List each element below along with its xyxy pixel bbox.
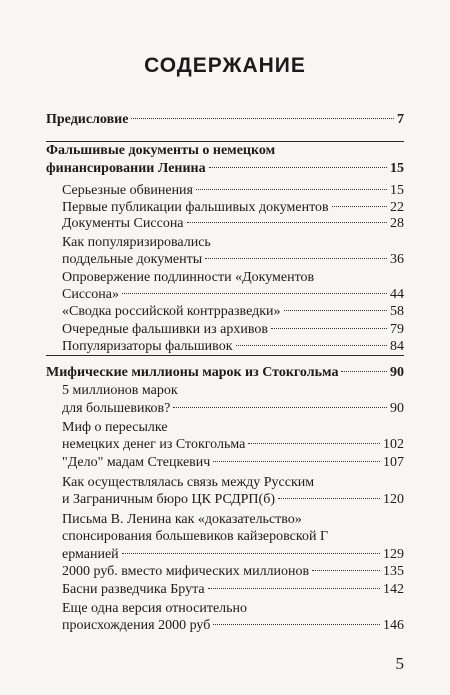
page-title: СОДЕРЖАНИЕ xyxy=(144,54,306,77)
dot-leader xyxy=(236,345,388,346)
toc-entry-page: 102 xyxy=(383,437,404,452)
dot-leader xyxy=(196,189,387,190)
dot-leader xyxy=(131,118,394,119)
toc-entry xyxy=(62,286,404,303)
dot-leader xyxy=(213,461,380,462)
toc-entry-title: Басни разведчика Брута xyxy=(62,582,205,597)
toc-entry-title: поддельные документы xyxy=(62,252,203,267)
toc-entry-title: для большевиков? xyxy=(62,401,171,416)
toc-entry-title: «Сводка российской контрразведки» xyxy=(62,304,281,319)
toc-entry-page: 142 xyxy=(383,582,404,597)
toc-entry-title: Очередные фальшивки из архивов xyxy=(62,322,268,337)
toc-section-entry xyxy=(46,142,404,159)
dot-leader xyxy=(122,293,387,294)
toc-entry xyxy=(62,600,404,617)
toc-entry xyxy=(62,321,404,338)
toc-entry-title: немецких денег из Стокгольма xyxy=(62,437,246,452)
toc-entry-page: 44 xyxy=(390,287,404,302)
dot-leader xyxy=(208,588,380,589)
toc-entry-page: 36 xyxy=(390,252,404,267)
toc-section-entry xyxy=(46,111,404,128)
toc-entry xyxy=(62,563,404,580)
toc-entry xyxy=(62,303,404,320)
toc-entry xyxy=(62,419,404,436)
toc-entry xyxy=(62,474,404,491)
toc-entry-title: и Заграничным бюро ЦК РСДРП(б) xyxy=(62,492,275,507)
toc-entry-title: Письма В. Ленина как «доказательство» xyxy=(62,512,302,527)
toc-entry-title: финансировании Ленина xyxy=(46,161,206,176)
toc-entry xyxy=(62,234,404,251)
toc-entry-title: Первые публикации фальшивых документов xyxy=(62,200,329,215)
toc-entry-title: Миф о пересылке xyxy=(62,420,168,435)
toc-entry-page: 146 xyxy=(383,618,404,633)
toc-entry-page: 135 xyxy=(383,564,404,579)
dot-leader xyxy=(122,553,380,554)
toc-entry-title: Сиссона» xyxy=(62,287,119,302)
toc-entry xyxy=(62,400,404,417)
toc-entry-page: 90 xyxy=(390,365,404,380)
toc-entry-page: 90 xyxy=(390,401,404,416)
toc-entry-page: 107 xyxy=(383,455,404,470)
toc-section-entry xyxy=(46,364,404,381)
section-divider xyxy=(46,355,404,356)
dot-leader xyxy=(173,407,387,408)
toc-entry-page: 22 xyxy=(390,200,404,215)
toc-entry-title: Документы Сиссона xyxy=(62,216,184,231)
toc-entry-page: 120 xyxy=(383,492,404,507)
toc-entry xyxy=(62,546,404,563)
page-number: 5 xyxy=(395,654,404,673)
toc-entry xyxy=(62,215,404,232)
toc-entry-page: 15 xyxy=(390,161,404,176)
toc-entry xyxy=(62,338,404,355)
toc-entry-title: "Дело" мадам Стецкевич xyxy=(62,455,211,470)
toc-entry xyxy=(62,454,404,471)
toc-entry xyxy=(62,511,404,528)
toc-entry-page: 7 xyxy=(397,112,404,127)
toc-entry-title: Предисловие xyxy=(46,112,129,127)
toc-entry xyxy=(62,491,404,508)
toc-entry-title: 5 миллионов марок xyxy=(62,383,178,398)
dot-leader xyxy=(271,328,387,329)
toc-entry-title: Опровержение подлинности «Документов xyxy=(62,270,315,285)
dot-leader xyxy=(187,222,387,223)
toc-entry-title: Популяризаторы фальшивок xyxy=(62,339,233,354)
toc-entry xyxy=(62,617,404,634)
toc-entry-page: 79 xyxy=(390,322,404,337)
toc-entry xyxy=(62,269,404,286)
toc-entry-title: Как популяризировались xyxy=(62,235,211,250)
toc-entry xyxy=(62,199,404,216)
toc-entry-title: Серьезные обвинения xyxy=(62,183,193,198)
toc-entry-page: 58 xyxy=(390,304,404,319)
toc-entry xyxy=(62,251,404,268)
toc-entry xyxy=(62,581,404,598)
toc-entry-title: Еще одна версия относительно xyxy=(62,601,248,616)
dot-leader xyxy=(312,570,380,571)
toc-entry-page: 28 xyxy=(390,216,404,231)
dot-leader xyxy=(278,498,380,499)
dot-leader xyxy=(205,258,387,259)
toc-entry-title: Фальшивые документы о немецком xyxy=(46,143,276,158)
toc-entry-title: Как осуществлялась связь между Русским xyxy=(62,475,315,490)
toc-entry xyxy=(62,436,404,453)
dot-leader xyxy=(341,371,387,372)
dot-leader xyxy=(213,624,380,625)
toc-section-entry xyxy=(46,160,404,177)
toc-entry-title: спонсирования большевиков кайзеровской Г xyxy=(62,529,329,544)
toc-entry-title: ерманией xyxy=(62,547,119,562)
toc-entry-title: происхождения 2000 руб xyxy=(62,618,211,633)
toc-entry xyxy=(62,382,404,399)
toc-entry xyxy=(62,182,404,199)
toc-entry-page: 15 xyxy=(390,183,404,198)
toc-entry-title: Мифические миллионы марок из Стокгольма xyxy=(46,365,339,380)
toc-entry-page: 84 xyxy=(390,339,404,354)
toc-entry-page: 129 xyxy=(383,547,404,562)
dot-leader xyxy=(284,310,387,311)
toc-entry xyxy=(62,528,404,545)
dot-leader xyxy=(209,167,387,168)
dot-leader xyxy=(248,443,380,444)
dot-leader xyxy=(332,206,387,207)
toc-entry-title: 2000 руб. вместо мифических миллионов xyxy=(62,564,310,579)
